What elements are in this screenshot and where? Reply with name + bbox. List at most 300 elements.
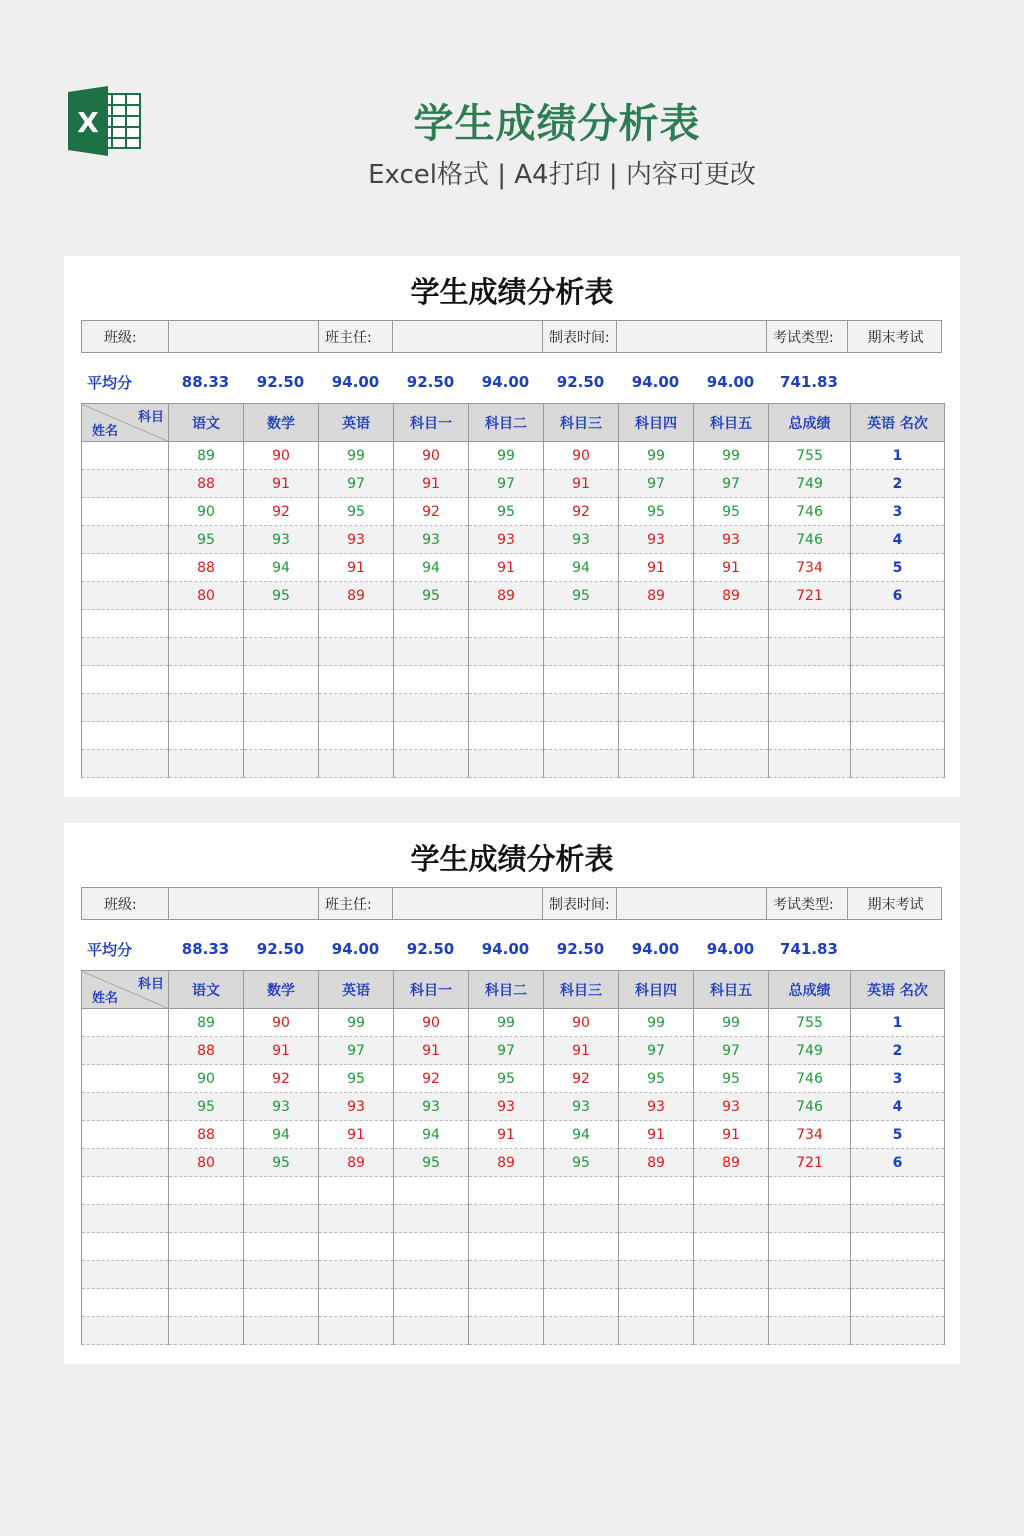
empty-cell[interactable] bbox=[544, 610, 619, 638]
score-sheet bbox=[64, 256, 960, 797]
empty-cell[interactable] bbox=[244, 1205, 319, 1233]
empty-cell[interactable] bbox=[769, 722, 851, 750]
empty-cell[interactable] bbox=[82, 1261, 169, 1289]
empty-cell[interactable] bbox=[544, 666, 619, 694]
student-name-cell[interactable] bbox=[82, 498, 169, 526]
student-name-cell[interactable] bbox=[82, 1065, 169, 1093]
empty-cell[interactable] bbox=[694, 694, 769, 722]
score-cell[interactable]: 90 bbox=[544, 442, 619, 470]
empty-cell[interactable] bbox=[544, 1317, 619, 1345]
score-cell[interactable]: 97 bbox=[694, 470, 769, 498]
rank-cell[interactable]: 1 bbox=[851, 1009, 945, 1037]
score-cell[interactable]: 94 bbox=[244, 554, 319, 582]
rank-cell[interactable]: 2 bbox=[851, 470, 945, 498]
empty-cell[interactable] bbox=[694, 722, 769, 750]
average-value: 741.83 bbox=[780, 373, 838, 391]
average-label: 平均分 bbox=[87, 940, 133, 959]
empty-cell[interactable] bbox=[394, 1205, 469, 1233]
empty-cell[interactable] bbox=[169, 638, 244, 666]
empty-cell[interactable] bbox=[851, 1317, 945, 1345]
empty-cell[interactable] bbox=[469, 1233, 544, 1261]
empty-cell[interactable] bbox=[851, 1261, 945, 1289]
empty-cell[interactable] bbox=[619, 750, 694, 778]
average-value: 94.00 bbox=[706, 940, 755, 958]
empty-cell[interactable] bbox=[769, 694, 851, 722]
date-field[interactable] bbox=[617, 321, 767, 352]
empty-cell[interactable] bbox=[319, 1177, 394, 1205]
score-cell[interactable]: 97 bbox=[469, 1037, 544, 1065]
empty-cell[interactable] bbox=[469, 666, 544, 694]
empty-cell[interactable] bbox=[394, 1233, 469, 1261]
rank-cell[interactable]: 3 bbox=[851, 498, 945, 526]
score-cell[interactable]: 89 bbox=[319, 1149, 394, 1177]
score-cell[interactable]: 734 bbox=[769, 554, 851, 582]
score-cell[interactable]: 91 bbox=[694, 1121, 769, 1149]
sheet-title: 学生成绩分析表 bbox=[410, 275, 614, 309]
score-cell[interactable]: 89 bbox=[319, 582, 394, 610]
empty-cell[interactable] bbox=[851, 750, 945, 778]
empty-cell[interactable] bbox=[851, 638, 945, 666]
empty-cell[interactable] bbox=[244, 1289, 319, 1317]
empty-cell[interactable] bbox=[851, 1205, 945, 1233]
score-cell[interactable]: 95 bbox=[394, 582, 469, 610]
empty-cell[interactable] bbox=[851, 694, 945, 722]
score-cell[interactable]: 89 bbox=[694, 582, 769, 610]
score-cell[interactable]: 90 bbox=[244, 442, 319, 470]
empty-cell[interactable] bbox=[694, 1233, 769, 1261]
empty-cell[interactable] bbox=[769, 666, 851, 694]
column-header: 数学 bbox=[244, 404, 319, 442]
empty-cell[interactable] bbox=[544, 1233, 619, 1261]
score-cell[interactable]: 91 bbox=[394, 1037, 469, 1065]
empty-cell[interactable] bbox=[544, 694, 619, 722]
score-cell[interactable]: 746 bbox=[769, 526, 851, 554]
empty-cell[interactable] bbox=[169, 1289, 244, 1317]
page-title: 学生成绩分析表 bbox=[413, 101, 701, 147]
empty-cell[interactable] bbox=[244, 694, 319, 722]
score-cell[interactable]: 88 bbox=[169, 1037, 244, 1065]
empty-cell[interactable] bbox=[319, 722, 394, 750]
empty-cell[interactable] bbox=[169, 750, 244, 778]
empty-row bbox=[82, 750, 945, 778]
column-header: 科目四 bbox=[619, 971, 694, 1009]
column-header: 科目一 bbox=[394, 404, 469, 442]
empty-cell[interactable] bbox=[769, 1205, 851, 1233]
empty-cell[interactable] bbox=[244, 666, 319, 694]
date-field[interactable] bbox=[617, 888, 767, 919]
empty-cell[interactable] bbox=[769, 610, 851, 638]
student-name-cell[interactable] bbox=[82, 526, 169, 554]
student-name-cell[interactable] bbox=[82, 1037, 169, 1065]
empty-cell[interactable] bbox=[769, 750, 851, 778]
empty-cell[interactable] bbox=[394, 1177, 469, 1205]
score-cell[interactable]: 746 bbox=[769, 1093, 851, 1121]
empty-cell[interactable] bbox=[319, 1205, 394, 1233]
score-cell[interactable]: 99 bbox=[619, 442, 694, 470]
empty-cell[interactable] bbox=[82, 638, 169, 666]
empty-cell[interactable] bbox=[619, 1261, 694, 1289]
score-cell[interactable]: 95 bbox=[469, 498, 544, 526]
empty-cell[interactable] bbox=[544, 638, 619, 666]
empty-cell[interactable] bbox=[319, 1233, 394, 1261]
empty-cell[interactable] bbox=[694, 610, 769, 638]
score-cell[interactable]: 94 bbox=[244, 1121, 319, 1149]
score-cell[interactable]: 99 bbox=[619, 1009, 694, 1037]
score-cell[interactable]: 93 bbox=[319, 526, 394, 554]
score-cell[interactable]: 95 bbox=[319, 498, 394, 526]
empty-cell[interactable] bbox=[169, 1233, 244, 1261]
score-cell[interactable]: 93 bbox=[319, 1093, 394, 1121]
class-field[interactable] bbox=[169, 321, 319, 352]
column-header: 英语 名次 bbox=[851, 971, 945, 1009]
score-cell[interactable]: 88 bbox=[169, 1121, 244, 1149]
empty-cell[interactable] bbox=[544, 1289, 619, 1317]
empty-cell[interactable] bbox=[244, 1317, 319, 1345]
empty-cell[interactable] bbox=[169, 666, 244, 694]
score-cell[interactable]: 91 bbox=[394, 470, 469, 498]
score-cell[interactable]: 93 bbox=[244, 1093, 319, 1121]
score-cell[interactable]: 746 bbox=[769, 498, 851, 526]
score-cell[interactable]: 95 bbox=[244, 582, 319, 610]
exam-type-value[interactable]: 期末考试 bbox=[867, 896, 924, 913]
empty-cell[interactable] bbox=[694, 1317, 769, 1345]
empty-cell[interactable] bbox=[544, 1177, 619, 1205]
score-cell[interactable]: 93 bbox=[619, 526, 694, 554]
score-cell[interactable]: 95 bbox=[619, 1065, 694, 1093]
student-name-cell[interactable] bbox=[82, 470, 169, 498]
score-cell[interactable]: 91 bbox=[244, 1037, 319, 1065]
empty-cell[interactable] bbox=[244, 1261, 319, 1289]
score-cell[interactable]: 89 bbox=[619, 1149, 694, 1177]
score-cell[interactable]: 93 bbox=[469, 526, 544, 554]
score-cell[interactable]: 93 bbox=[544, 1093, 619, 1121]
empty-cell[interactable] bbox=[394, 610, 469, 638]
empty-cell[interactable] bbox=[469, 610, 544, 638]
score-cell[interactable]: 95 bbox=[469, 1065, 544, 1093]
empty-cell[interactable] bbox=[544, 750, 619, 778]
empty-cell[interactable] bbox=[469, 694, 544, 722]
score-cell[interactable]: 91 bbox=[469, 554, 544, 582]
empty-cell[interactable] bbox=[619, 1233, 694, 1261]
score-cell[interactable]: 91 bbox=[469, 1121, 544, 1149]
score-cell[interactable]: 94 bbox=[544, 554, 619, 582]
score-cell[interactable]: 95 bbox=[319, 1065, 394, 1093]
empty-cell[interactable] bbox=[169, 694, 244, 722]
score-cell[interactable]: 734 bbox=[769, 1121, 851, 1149]
score-cell[interactable]: 93 bbox=[694, 1093, 769, 1121]
rank-cell[interactable]: 5 bbox=[851, 1121, 945, 1149]
empty-cell[interactable] bbox=[169, 610, 244, 638]
student-name-cell[interactable] bbox=[82, 1093, 169, 1121]
empty-cell[interactable] bbox=[319, 666, 394, 694]
empty-cell[interactable] bbox=[469, 638, 544, 666]
empty-cell[interactable] bbox=[469, 1261, 544, 1289]
score-cell[interactable]: 89 bbox=[169, 442, 244, 470]
score-cell[interactable]: 92 bbox=[394, 498, 469, 526]
score-cell[interactable]: 89 bbox=[619, 582, 694, 610]
empty-cell[interactable] bbox=[319, 694, 394, 722]
empty-cell[interactable] bbox=[619, 1317, 694, 1345]
table-row bbox=[82, 1037, 945, 1065]
empty-cell[interactable] bbox=[319, 1317, 394, 1345]
score-cell[interactable]: 95 bbox=[694, 1065, 769, 1093]
teacher-field[interactable] bbox=[393, 321, 543, 352]
score-cell[interactable]: 94 bbox=[544, 1121, 619, 1149]
empty-cell[interactable] bbox=[82, 694, 169, 722]
empty-cell[interactable] bbox=[244, 638, 319, 666]
empty-cell[interactable] bbox=[619, 694, 694, 722]
empty-row bbox=[82, 1233, 945, 1261]
empty-cell[interactable] bbox=[82, 666, 169, 694]
score-cell[interactable]: 99 bbox=[694, 442, 769, 470]
empty-cell[interactable] bbox=[694, 638, 769, 666]
empty-row bbox=[82, 1261, 945, 1289]
empty-cell[interactable] bbox=[694, 1289, 769, 1317]
empty-cell[interactable] bbox=[394, 1289, 469, 1317]
empty-cell[interactable] bbox=[694, 666, 769, 694]
empty-cell[interactable] bbox=[619, 638, 694, 666]
exam-type-label: 考试类型: bbox=[767, 321, 848, 352]
empty-cell[interactable] bbox=[619, 722, 694, 750]
empty-cell[interactable] bbox=[469, 1317, 544, 1345]
score-cell[interactable]: 93 bbox=[544, 526, 619, 554]
column-header: 英语 名次 bbox=[851, 404, 945, 442]
empty-cell[interactable] bbox=[394, 750, 469, 778]
empty-cell[interactable] bbox=[244, 1177, 319, 1205]
empty-cell[interactable] bbox=[244, 1233, 319, 1261]
score-cell[interactable]: 99 bbox=[469, 442, 544, 470]
empty-cell[interactable] bbox=[169, 1317, 244, 1345]
exam-type-value[interactable]: 期末考试 bbox=[867, 329, 924, 346]
empty-cell[interactable] bbox=[82, 610, 169, 638]
empty-cell[interactable] bbox=[851, 1177, 945, 1205]
empty-cell[interactable] bbox=[82, 1233, 169, 1261]
score-cell[interactable]: 93 bbox=[394, 526, 469, 554]
score-cell[interactable]: 95 bbox=[169, 526, 244, 554]
empty-cell[interactable] bbox=[319, 750, 394, 778]
empty-cell[interactable] bbox=[319, 638, 394, 666]
empty-cell[interactable] bbox=[244, 750, 319, 778]
empty-cell[interactable] bbox=[82, 1205, 169, 1233]
score-cell[interactable]: 90 bbox=[394, 1009, 469, 1037]
empty-cell[interactable] bbox=[469, 1205, 544, 1233]
score-cell[interactable]: 99 bbox=[319, 1009, 394, 1037]
score-cell[interactable]: 721 bbox=[769, 1149, 851, 1177]
score-cell[interactable]: 92 bbox=[244, 1065, 319, 1093]
empty-cell[interactable] bbox=[394, 1317, 469, 1345]
empty-cell[interactable] bbox=[319, 1289, 394, 1317]
score-cell[interactable]: 91 bbox=[319, 554, 394, 582]
score-cell[interactable]: 89 bbox=[694, 1149, 769, 1177]
empty-cell[interactable] bbox=[169, 1177, 244, 1205]
empty-cell[interactable] bbox=[82, 1177, 169, 1205]
empty-cell[interactable] bbox=[851, 722, 945, 750]
score-cell[interactable]: 93 bbox=[244, 526, 319, 554]
rank-cell[interactable]: 4 bbox=[851, 1093, 945, 1121]
empty-cell[interactable] bbox=[244, 610, 319, 638]
score-cell[interactable]: 95 bbox=[169, 1093, 244, 1121]
score-cell[interactable]: 80 bbox=[169, 582, 244, 610]
empty-cell[interactable] bbox=[169, 1261, 244, 1289]
empty-cell[interactable] bbox=[394, 694, 469, 722]
student-name-cell[interactable] bbox=[82, 582, 169, 610]
empty-row bbox=[82, 1177, 945, 1205]
score-cell[interactable]: 92 bbox=[244, 498, 319, 526]
empty-cell[interactable] bbox=[694, 750, 769, 778]
empty-cell[interactable] bbox=[769, 1289, 851, 1317]
score-cell[interactable]: 93 bbox=[394, 1093, 469, 1121]
score-cell[interactable]: 97 bbox=[319, 470, 394, 498]
score-cell[interactable]: 90 bbox=[169, 1065, 244, 1093]
score-cell[interactable]: 88 bbox=[169, 554, 244, 582]
score-cell[interactable]: 95 bbox=[244, 1149, 319, 1177]
empty-cell[interactable] bbox=[769, 1177, 851, 1205]
rank-cell[interactable]: 2 bbox=[851, 1037, 945, 1065]
student-name-cell[interactable] bbox=[82, 1149, 169, 1177]
score-cell[interactable]: 755 bbox=[769, 442, 851, 470]
empty-cell[interactable] bbox=[544, 1261, 619, 1289]
corner-header bbox=[82, 971, 169, 1009]
empty-cell[interactable] bbox=[619, 1289, 694, 1317]
score-cell[interactable]: 80 bbox=[169, 1149, 244, 1177]
empty-cell[interactable] bbox=[82, 1317, 169, 1345]
score-cell[interactable]: 91 bbox=[544, 1037, 619, 1065]
empty-cell[interactable] bbox=[394, 1261, 469, 1289]
empty-cell[interactable] bbox=[319, 1261, 394, 1289]
class-field[interactable] bbox=[169, 888, 319, 919]
score-cell[interactable]: 99 bbox=[469, 1009, 544, 1037]
score-cell[interactable]: 90 bbox=[544, 1009, 619, 1037]
score-cell[interactable]: 94 bbox=[394, 554, 469, 582]
student-name-cell[interactable] bbox=[82, 1009, 169, 1037]
empty-cell[interactable] bbox=[544, 1205, 619, 1233]
empty-cell[interactable] bbox=[769, 1233, 851, 1261]
rank-cell[interactable]: 6 bbox=[851, 1149, 945, 1177]
score-cell[interactable]: 99 bbox=[694, 1009, 769, 1037]
score-cell[interactable]: 746 bbox=[769, 1065, 851, 1093]
column-header: 科目五 bbox=[694, 404, 769, 442]
empty-row bbox=[82, 610, 945, 638]
empty-cell[interactable] bbox=[851, 666, 945, 694]
score-cell[interactable]: 91 bbox=[619, 554, 694, 582]
score-cell[interactable]: 91 bbox=[244, 470, 319, 498]
score-cell[interactable]: 95 bbox=[394, 1149, 469, 1177]
empty-cell[interactable] bbox=[851, 610, 945, 638]
score-cell[interactable]: 90 bbox=[244, 1009, 319, 1037]
score-table bbox=[81, 970, 945, 1345]
score-cell[interactable]: 99 bbox=[319, 442, 394, 470]
score-cell[interactable]: 89 bbox=[469, 582, 544, 610]
empty-cell[interactable] bbox=[82, 750, 169, 778]
score-cell[interactable]: 92 bbox=[544, 498, 619, 526]
empty-cell[interactable] bbox=[469, 750, 544, 778]
score-cell[interactable]: 749 bbox=[769, 1037, 851, 1065]
score-cell[interactable]: 93 bbox=[619, 1093, 694, 1121]
score-cell[interactable]: 95 bbox=[544, 582, 619, 610]
table-row bbox=[82, 526, 945, 554]
score-cell[interactable]: 89 bbox=[169, 1009, 244, 1037]
empty-cell[interactable] bbox=[469, 1289, 544, 1317]
empty-cell[interactable] bbox=[851, 1233, 945, 1261]
score-cell[interactable]: 721 bbox=[769, 582, 851, 610]
empty-cell[interactable] bbox=[169, 722, 244, 750]
empty-cell[interactable] bbox=[469, 722, 544, 750]
empty-cell[interactable] bbox=[694, 1205, 769, 1233]
score-cell[interactable]: 97 bbox=[319, 1037, 394, 1065]
empty-cell[interactable] bbox=[851, 1289, 945, 1317]
empty-cell[interactable] bbox=[769, 1261, 851, 1289]
empty-cell[interactable] bbox=[769, 1317, 851, 1345]
corner-name-label: 姓名 bbox=[92, 424, 119, 439]
student-name-cell[interactable] bbox=[82, 1121, 169, 1149]
rank-cell[interactable]: 6 bbox=[851, 582, 945, 610]
score-cell[interactable]: 92 bbox=[394, 1065, 469, 1093]
score-cell[interactable]: 91 bbox=[619, 1121, 694, 1149]
score-cell[interactable]: 95 bbox=[619, 498, 694, 526]
empty-cell[interactable] bbox=[82, 722, 169, 750]
empty-cell[interactable] bbox=[319, 610, 394, 638]
score-cell[interactable]: 95 bbox=[694, 498, 769, 526]
score-cell[interactable]: 97 bbox=[469, 470, 544, 498]
empty-cell[interactable] bbox=[619, 1205, 694, 1233]
score-cell[interactable]: 755 bbox=[769, 1009, 851, 1037]
score-cell[interactable]: 90 bbox=[169, 498, 244, 526]
score-cell[interactable]: 97 bbox=[619, 1037, 694, 1065]
empty-cell[interactable] bbox=[394, 638, 469, 666]
empty-cell[interactable] bbox=[619, 666, 694, 694]
score-cell[interactable]: 95 bbox=[544, 1149, 619, 1177]
score-cell[interactable]: 93 bbox=[694, 526, 769, 554]
score-cell[interactable]: 94 bbox=[394, 1121, 469, 1149]
teacher-label: 班主任: bbox=[319, 888, 393, 919]
student-name-cell[interactable] bbox=[82, 442, 169, 470]
score-cell[interactable]: 91 bbox=[544, 470, 619, 498]
empty-cell[interactable] bbox=[394, 666, 469, 694]
score-cell[interactable]: 91 bbox=[694, 554, 769, 582]
empty-cell[interactable] bbox=[694, 1177, 769, 1205]
score-cell[interactable]: 90 bbox=[394, 442, 469, 470]
empty-row bbox=[82, 1205, 945, 1233]
score-cell[interactable]: 89 bbox=[469, 1149, 544, 1177]
score-cell[interactable]: 97 bbox=[694, 1037, 769, 1065]
score-cell[interactable]: 88 bbox=[169, 470, 244, 498]
empty-cell[interactable] bbox=[169, 1205, 244, 1233]
empty-cell[interactable] bbox=[694, 1261, 769, 1289]
empty-cell[interactable] bbox=[619, 1177, 694, 1205]
rank-cell[interactable]: 4 bbox=[851, 526, 945, 554]
empty-cell[interactable] bbox=[769, 638, 851, 666]
empty-cell[interactable] bbox=[619, 610, 694, 638]
average-label: 平均分 bbox=[87, 373, 133, 392]
teacher-field[interactable] bbox=[393, 888, 543, 919]
corner-name-label: 姓名 bbox=[92, 991, 119, 1006]
empty-cell[interactable] bbox=[244, 722, 319, 750]
average-value: 94.00 bbox=[331, 940, 380, 958]
score-cell[interactable]: 91 bbox=[319, 1121, 394, 1149]
empty-cell[interactable] bbox=[394, 722, 469, 750]
score-cell[interactable]: 93 bbox=[469, 1093, 544, 1121]
score-cell[interactable]: 97 bbox=[619, 470, 694, 498]
empty-cell[interactable] bbox=[469, 1177, 544, 1205]
empty-cell[interactable] bbox=[82, 1289, 169, 1317]
score-cell[interactable]: 92 bbox=[544, 1065, 619, 1093]
rank-cell[interactable]: 1 bbox=[851, 442, 945, 470]
rank-cell[interactable]: 5 bbox=[851, 554, 945, 582]
score-cell[interactable]: 749 bbox=[769, 470, 851, 498]
empty-cell[interactable] bbox=[544, 722, 619, 750]
rank-cell[interactable]: 3 bbox=[851, 1065, 945, 1093]
student-name-cell[interactable] bbox=[82, 554, 169, 582]
